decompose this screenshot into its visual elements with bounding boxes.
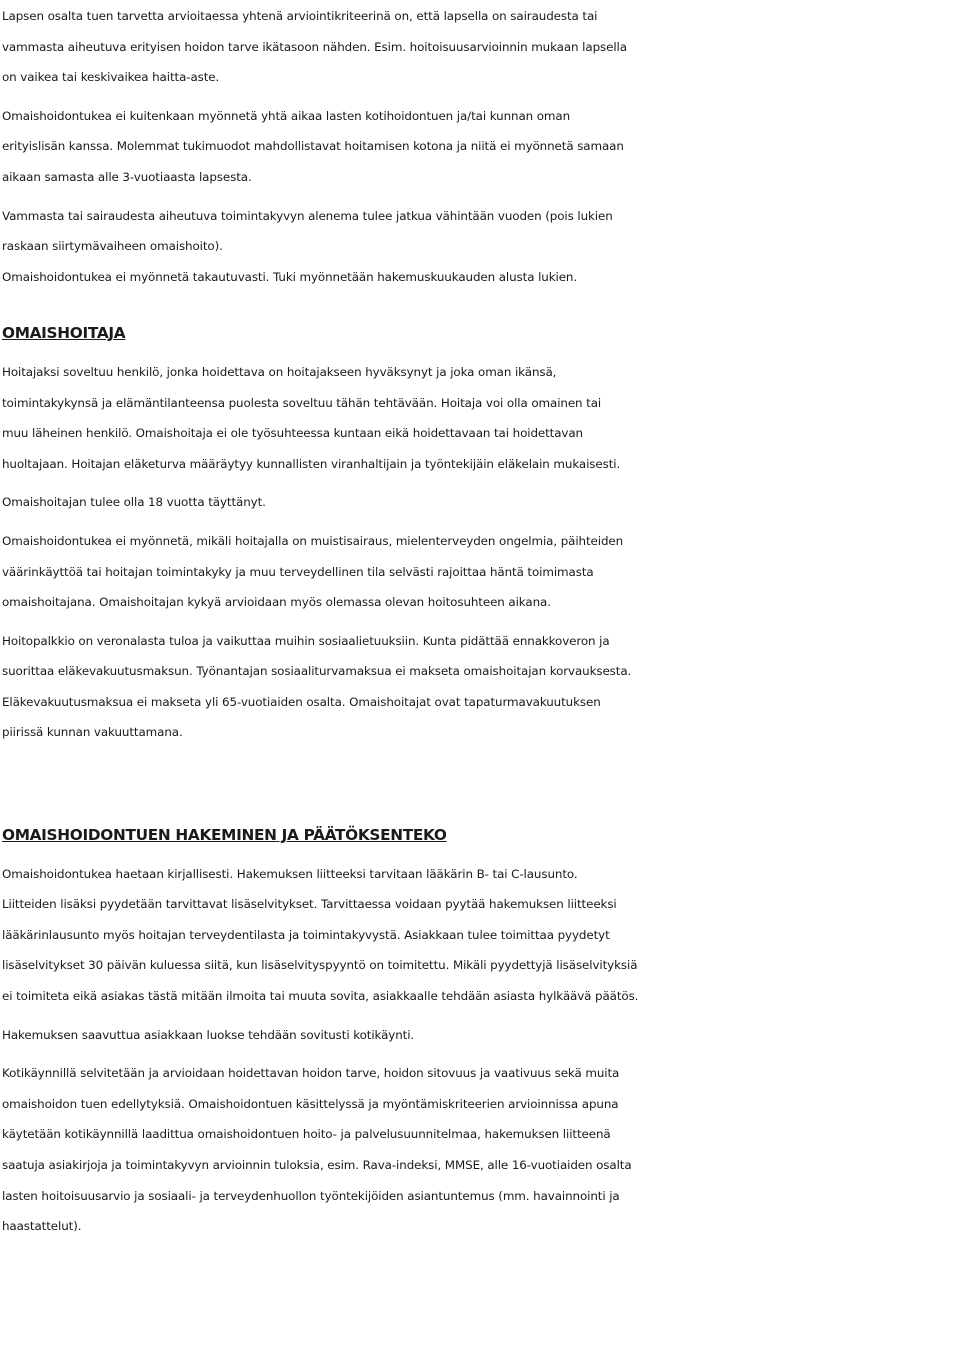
text-line: käytetään kotikäynnillä laadittua omaishoidontuen hoito- ja palvelusuunnitelmaa, hakemuksen liitteenä — [2, 1127, 611, 1142]
text-line: lääkärinlausunto myös hoitajan terveydentilasta ja toimintakyvystä. Asiakkaan tulee toimittaa pyydetyt — [2, 927, 610, 942]
text-line: Liitteiden lisäksi pyydetään tarvittavat lisäselvitykset. Tarvittaessa voidaan pyytää hakemuksen liitteeksi — [2, 897, 617, 912]
spacer — [2, 479, 960, 487]
paragraph-caregiver-suitability — [2, 357, 960, 479]
spacer — [2, 1050, 960, 1058]
spacer — [2, 748, 960, 820]
spacer — [2, 349, 960, 357]
text-line: saatuja asiakirjoja ja toimintakyvyn arvioinnin tuloksia, esim. Rava-indeksi, MMSE, alle 16-vuotiaiden osalta — [2, 1158, 632, 1172]
spacer — [2, 292, 960, 318]
text-line: Omaishoidontukea ei kuitenkaan myönnetä yhtä aikaa lasten kotihoidontuen ja/tai kunnan oman — [2, 108, 571, 123]
text-line: Omaishoidontukea haetaan kirjallisesti. Hakemuksen liitteeksi tarvitaan lääkärin B- tai C-lausunto. — [2, 866, 578, 881]
paragraph-exclusions — [2, 526, 960, 618]
text-line: Omaishoidontukea ei myönnetä takautuvasti. Tuki myönnetään hakemuskuukauden alusta lukien. — [2, 269, 578, 284]
spacer — [2, 193, 960, 201]
text-line: aikaan samasta alle 3-vuotiaasta lapsesta. — [2, 169, 252, 184]
paragraph-assessment — [2, 1058, 960, 1242]
text-line: suorittaa eläkevakuutusmaksun. Työnantajan sosiaaliturvamaksua ei makseta omaishoitajan korvauksesta. — [2, 664, 632, 679]
text-line: Hoitajaksi soveltuu henkilö, jonka hoidettava on hoitajakseen hyväksynyt ja joka oman ikänsä, — [2, 364, 557, 379]
paragraph-duration — [2, 201, 960, 293]
text-line: Lapsen osalta tuen tarvetta arvioitaessa yhtenä arviointikriteerinä on, että lapsella on sairaudesta tai — [2, 9, 598, 23]
text-line: lasten hoitoisuusarvio ja sosiaali- ja terveydenhuollon työntekijöiden asiantuntemus (mm. havainnointi ja — [2, 1188, 620, 1203]
text-line: vammasta aiheutuva erityisen hoidon tarve ikätasoon nähden. Esim. hoitoisuusarvioinnin mukaan lapsella — [2, 39, 627, 54]
paragraph-child-criteria — [2, 1, 960, 93]
text-line: erityislisän kanssa. Molemmat tukimuodot mahdollistavat hoitamisen kotona ja niitä ei myönnetä samaan — [2, 139, 624, 154]
spacer — [2, 518, 960, 526]
text-line: toimintakykynsä ja elämäntilanteensa puolesta soveltuu tähän tehtävään. Hoitaja voi olla omainen tai — [2, 395, 602, 410]
paragraph-compensation — [2, 626, 960, 748]
section-heading-omaishoitaja: OMAISHOITAJA — [2, 324, 126, 343]
text-line: Hakemuksen saavuttua asiakkaan luokse tehdään sovitusti kotikäynti. — [2, 1027, 415, 1042]
section-heading-application: OMAISHOIDONTUEN HAKEMINEN JA PÄÄTÖKSENTEKO — [2, 826, 447, 845]
text-line: Omaishoidontukea ei myönnetä, mikäli hoitajalla on muistisairaus, mielenterveyden ongelmia, päihteiden — [2, 533, 624, 548]
paragraph-overlap-rules — [2, 101, 960, 193]
text-line: raskaan siirtymävaiheen omaishoito). — [2, 239, 223, 254]
text-line: omaishoitajana. Omaishoitajan kykyä arvioidaan myös olemassa olevan hoitosuhteen aikana. — [2, 595, 551, 610]
text-line: omaishoidon tuen edellytyksiä. Omaishoidontuen käsittelyssä ja myöntämiskriteerien arvioinnissa apuna — [2, 1096, 619, 1111]
text-line: ei toimiteta eikä asiakas tästä mitään ilmoita tai muuta sovita, asiakkaalle tehdään asiasta hylkäävä päätös. — [2, 989, 639, 1004]
text-line: Eläkevakuutusmaksua ei makseta yli 65-vuotiaiden osalta. Omaishoitajat ovat tapaturmavakuutuksen — [2, 694, 601, 709]
paragraph-home-visit — [2, 1020, 960, 1051]
text-line: huoltajaan. Hoitajan eläketurva määräytyy kunnallisten viranhaltijain ja työntekijäin eläkelain mukaisesti. — [2, 456, 621, 471]
spacer — [2, 93, 960, 101]
text-line: Kotikäynnillä selvitetään ja arvioidaan hoidettavan hoidon tarve, hoidon sitovuus ja vaativuus sekä muita — [2, 1066, 620, 1081]
text-line: Omaishoitajan tulee olla 18 vuotta täyttänyt. — [2, 495, 266, 510]
spacer — [2, 851, 960, 859]
text-line: muu läheinen henkilö. Omaishoitaja ei ole työsuhteessa kuntaan eikä hoidettavaan tai hoidettavan — [2, 426, 583, 441]
text-line: haastattelut). — [2, 1219, 82, 1234]
text-line: on vaikea tai keskivaikea haitta-aste. — [2, 70, 220, 85]
spacer — [2, 618, 960, 626]
text-line: väärinkäyttöä tai hoitajan toimintakyky ja muu terveydellinen tila selvästi rajoittaa häntä toimimasta — [2, 564, 594, 579]
text-line: lisäselvitykset 30 päivän kuluessa siitä, kun lisäselvityspyyntö on toimitettu. Mikäli pyydettyjä lisäselvityksiä — [2, 958, 638, 973]
paragraph-application-process — [2, 859, 960, 1012]
text-line: Vammasta tai sairaudesta aiheutuva toimintakyvyn alenema tulee jatkua vähintään vuoden (pois lukien — [2, 208, 613, 223]
text-line: Hoitopalkkio on veronalasta tuloa ja vaikuttaa muihin sosiaalietuuksiin. Kunta pidättää ennakkoveron ja — [2, 633, 610, 648]
paragraph-age-requirement — [2, 487, 960, 518]
spacer — [2, 1012, 960, 1020]
text-line: piirissä kunnan vakuuttamana. — [2, 725, 183, 740]
